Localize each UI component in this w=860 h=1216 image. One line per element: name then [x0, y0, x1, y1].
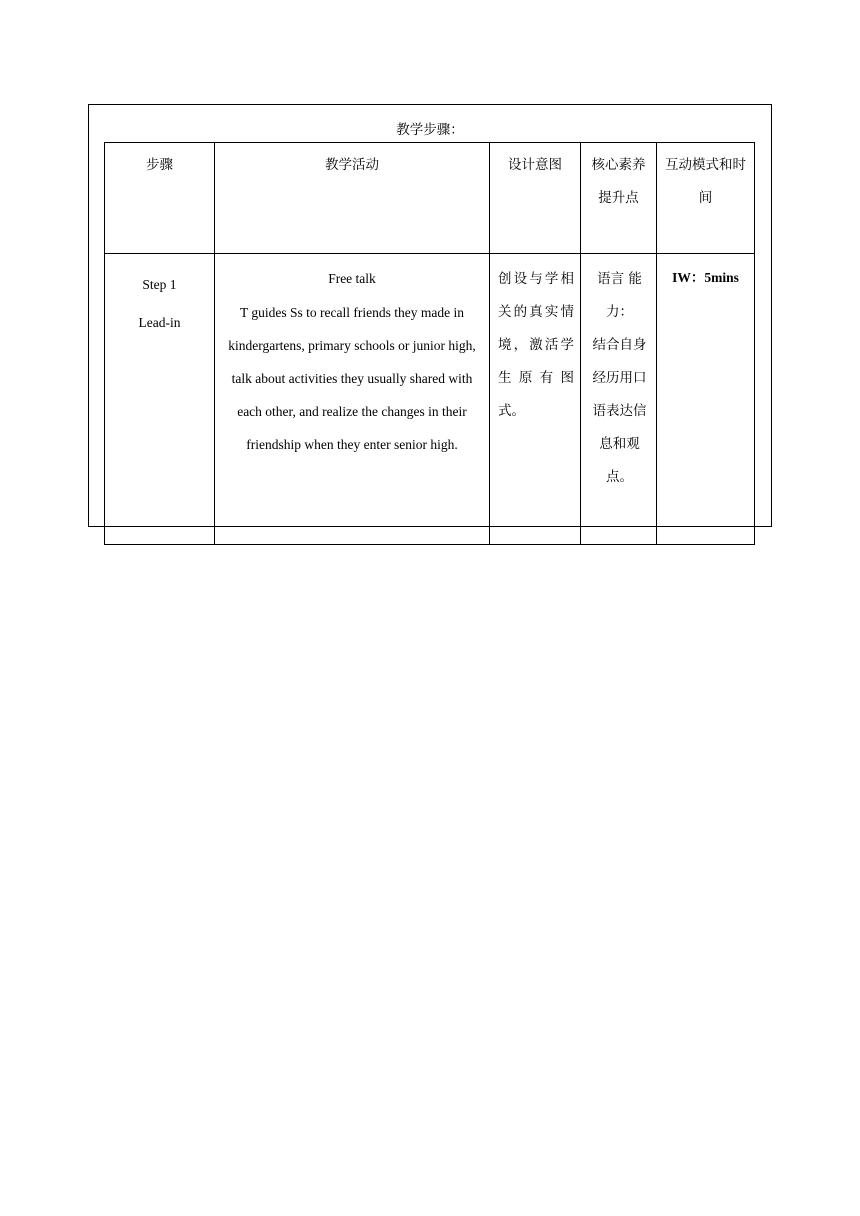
mode-text: IW：5mins: [672, 270, 739, 285]
step-number: Step 1: [142, 277, 177, 292]
table-row: [105, 254, 755, 545]
header-activity: 教学活动: [215, 143, 490, 254]
activity-cell: [215, 254, 490, 545]
teaching-steps-box: [88, 104, 772, 527]
section-title: 教学步骤：: [396, 122, 464, 138]
step-name: Lead-in: [138, 315, 181, 330]
header-mode: 互动模式和时间: [657, 143, 755, 254]
core-label: 语言 能力：: [597, 271, 642, 320]
header-step: 步骤: [105, 143, 215, 254]
header-purpose: 设计意图: [490, 143, 581, 254]
header-core: 核心素养提升点: [581, 143, 657, 254]
table-header-row: [105, 143, 755, 254]
core-text: 结合自身经历用口语表达信息和观点。: [592, 337, 647, 485]
activity-title: Free talk: [328, 271, 376, 286]
mode-cell: [657, 254, 755, 545]
core-cell: [581, 254, 657, 545]
step-cell: [105, 254, 215, 545]
teaching-steps-table: [104, 142, 755, 545]
activity-body: T guides Ss to recall friends they made in kindergartens, primary schools or junior high, talk about activities they usually shared with each other, and realize the changes in their friendship when they enter senior high.: [228, 305, 476, 452]
purpose-cell: 创设与学相关的真实情境，激活学生原有图式。: [490, 254, 581, 545]
